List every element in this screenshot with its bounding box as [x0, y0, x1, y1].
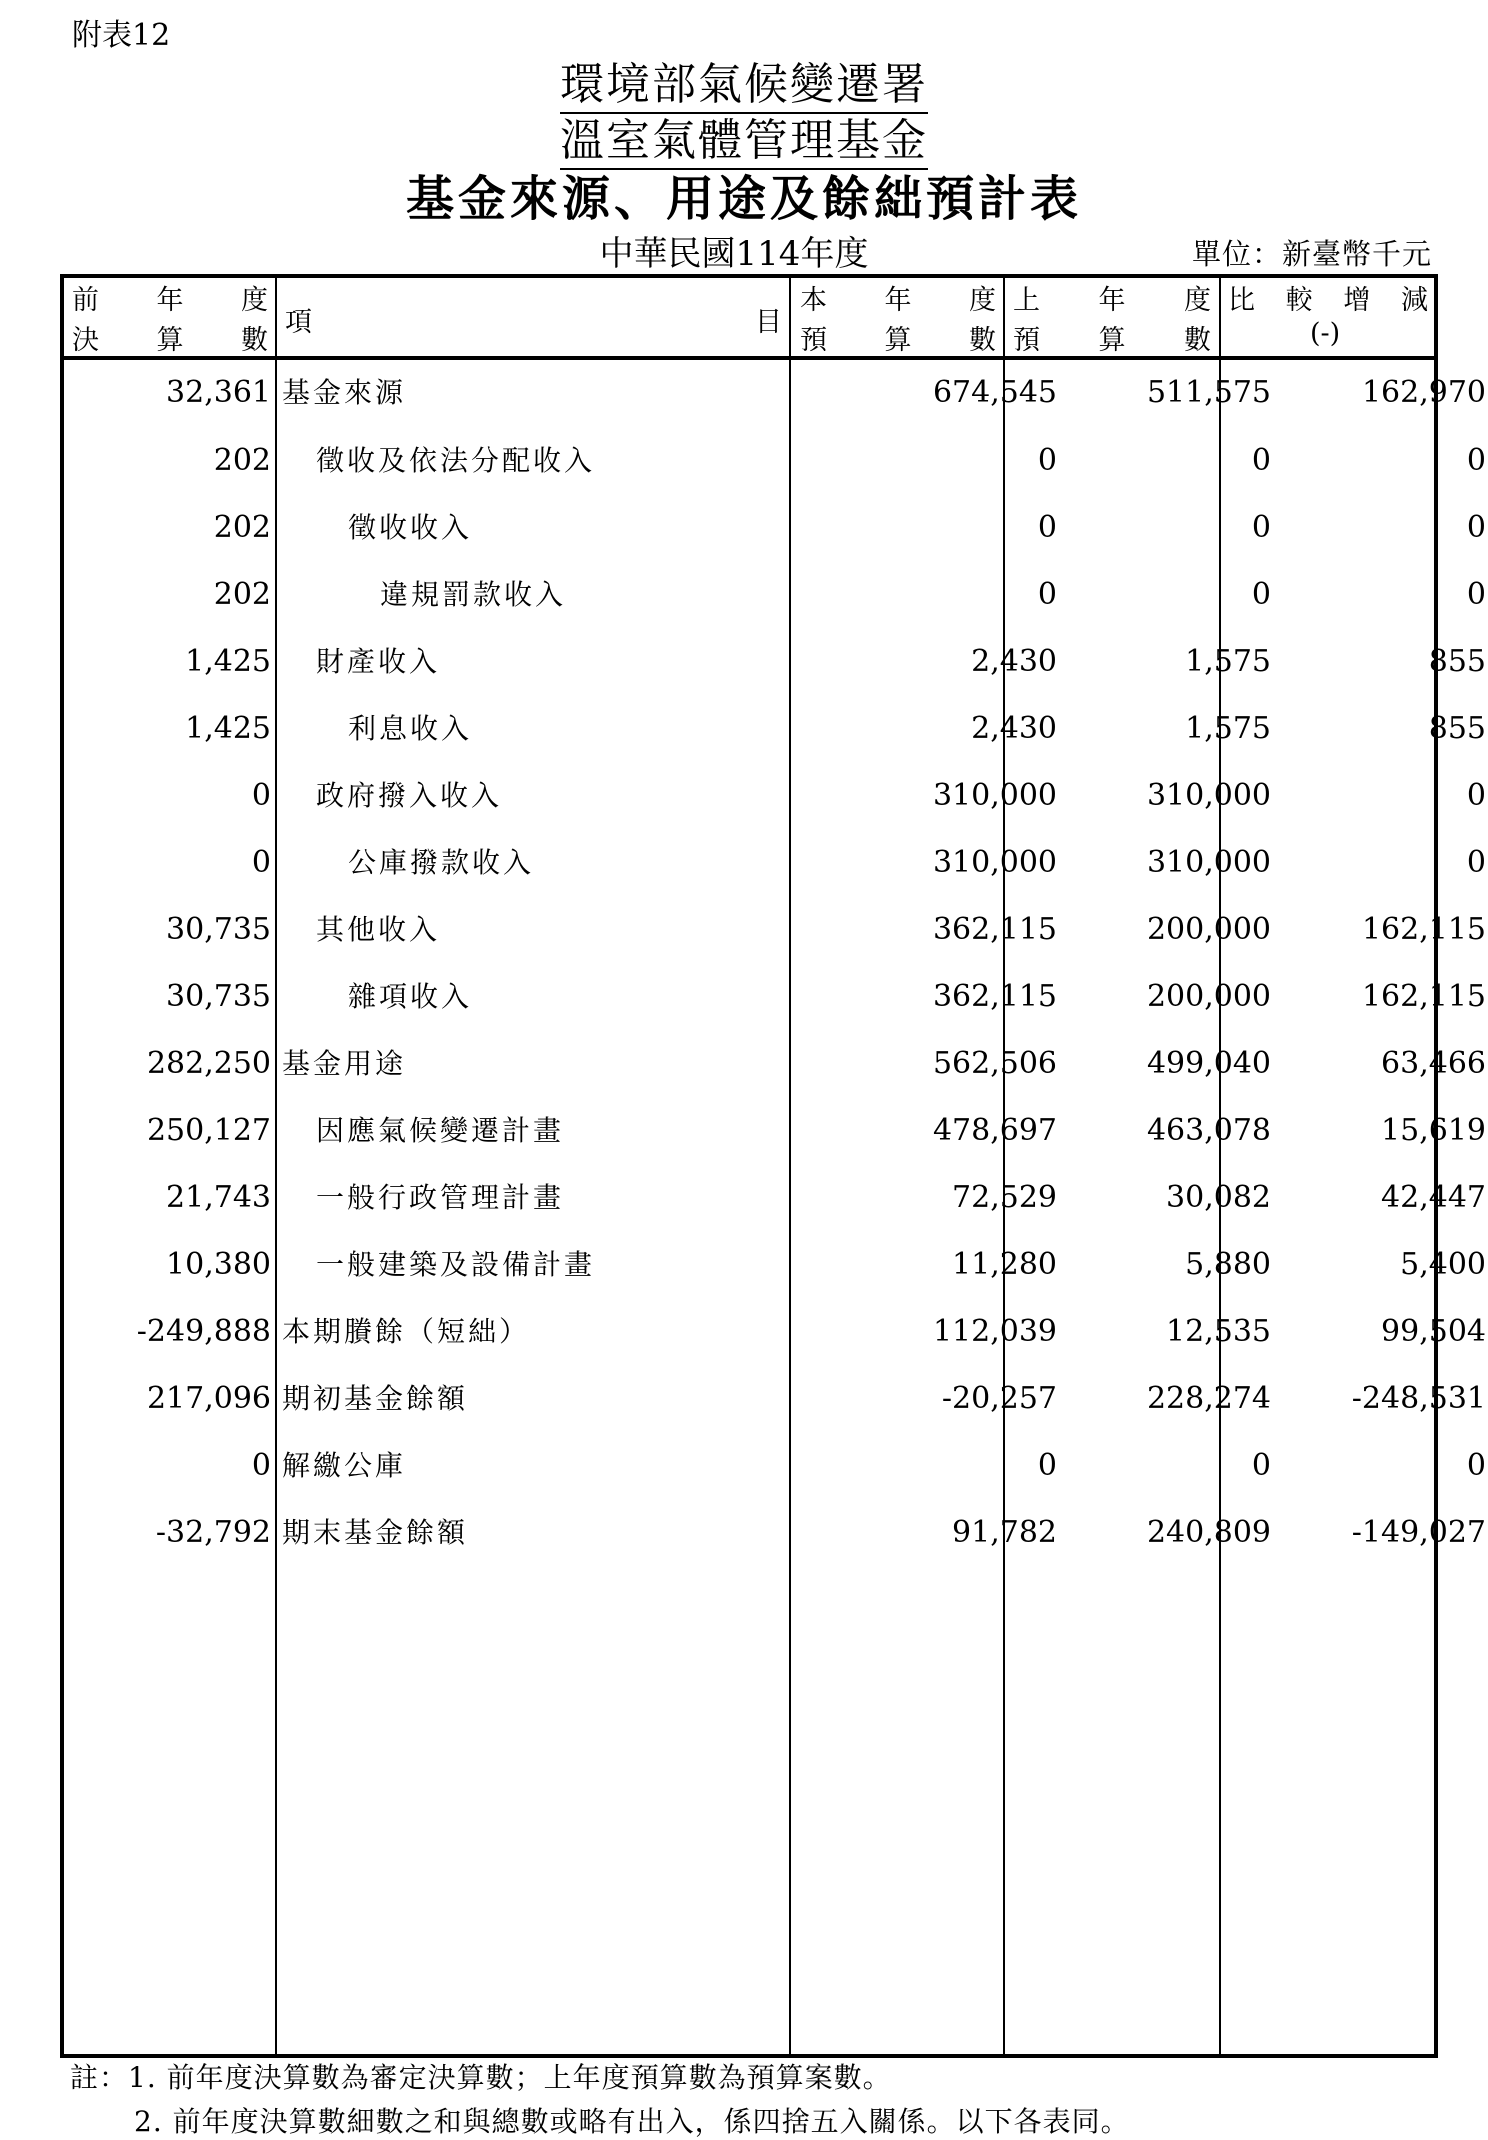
table-row	[60, 1106, 1486, 1156]
footnote: 2. 前年度決算數細數之和與總數或略有出入，係四捨五入關係。以下各表同。	[134, 2105, 1130, 2138]
item-cell: 解繳公庫	[282, 1449, 407, 1482]
header-char: 前	[72, 285, 99, 316]
org-title	[0, 48, 1488, 112]
prev-actual-cell: 1,425	[185, 644, 271, 679]
diff-cell: 855	[1428, 711, 1486, 746]
last-budget-cell: 240,809	[1146, 1515, 1271, 1550]
prev-actual-cell: 0	[251, 1448, 271, 1483]
fund-title	[0, 104, 1488, 168]
footnote: 註：1. 前年度決算數為審定決算數；上年度預算數為預算案數。	[70, 2061, 892, 2094]
fiscal-year: 中華民國114年度	[599, 234, 869, 274]
table-row	[60, 1307, 1486, 1357]
item-cell: 雜項收入	[348, 980, 473, 1013]
item-cell: 一般行政管理計畫	[316, 1181, 565, 1214]
header-char: 較	[1285, 285, 1313, 316]
header-char: 決	[72, 325, 99, 356]
diff-cell: 42,447	[1381, 1180, 1486, 1215]
item-cell: 違規罰款收入	[380, 578, 567, 611]
diff-cell: -149,027	[1351, 1515, 1486, 1550]
item-cell: 其他收入	[316, 913, 441, 946]
item-cell: 一般建築及設備計畫	[316, 1248, 596, 1281]
last-budget-cell: 511,575	[1146, 375, 1271, 410]
item-cell: 公庫撥款收入	[348, 846, 535, 879]
header-char: 數	[969, 325, 996, 356]
table-row	[60, 1173, 1486, 1223]
diff-cell: 15,619	[1381, 1113, 1486, 1148]
last-budget-cell: 228,274	[1146, 1381, 1271, 1416]
diff-cell: 855	[1428, 644, 1486, 679]
last-budget-cell: 499,040	[1146, 1046, 1271, 1081]
header-char: 度	[241, 285, 268, 316]
header-char: 年	[156, 285, 184, 316]
last-budget-cell: 310,000	[1146, 778, 1271, 813]
item-cell: 基金來源	[282, 376, 407, 409]
table-row	[60, 704, 1486, 754]
prev-actual-cell: 0	[251, 845, 271, 880]
table-row	[60, 503, 1486, 553]
header-char: 數	[1184, 325, 1211, 356]
item-cell: 利息收入	[348, 712, 473, 745]
table-row	[60, 570, 1486, 620]
prev-actual-cell: 30,735	[166, 912, 271, 947]
table-row	[60, 838, 1486, 888]
header-char: 年	[884, 285, 912, 316]
last-budget-cell: 310,000	[1146, 845, 1271, 880]
diff-cell: 0	[1466, 510, 1486, 545]
this-budget-cell: 2,430	[971, 644, 1057, 679]
prev-actual-cell: 250,127	[146, 1113, 271, 1148]
this-budget-cell: 0	[1037, 510, 1057, 545]
prev-actual-cell: 202	[213, 443, 271, 478]
table-row	[60, 972, 1486, 1022]
this-budget-cell: 2,430	[971, 711, 1057, 746]
item-cell: 本期賸餘（短絀）	[282, 1315, 531, 1348]
this-budget-cell: 674,545	[932, 375, 1057, 410]
table-row	[60, 436, 1486, 486]
diff-cell: 0	[1466, 443, 1486, 478]
header-char: 年	[1098, 285, 1126, 316]
table-row	[60, 637, 1486, 687]
last-budget-cell: 12,535	[1166, 1314, 1271, 1349]
last-budget-cell: 30,082	[1166, 1180, 1271, 1215]
header-char: 項	[285, 307, 312, 338]
this-budget-cell: 91,782	[952, 1515, 1057, 1550]
header-char: 算	[1098, 325, 1126, 356]
prev-actual-cell: 0	[251, 778, 271, 813]
header-char: 本	[800, 285, 827, 316]
prev-actual-cell: 202	[213, 510, 271, 545]
table-row	[60, 771, 1486, 821]
item-cell: 因應氣候變遷計畫	[316, 1114, 565, 1147]
prev-actual-cell: 30,735	[166, 979, 271, 1014]
diff-cell: 162,970	[1361, 375, 1486, 410]
this-budget-cell: 112,039	[932, 1314, 1057, 1349]
prev-actual-cell: 1,425	[185, 711, 271, 746]
item-cell: 期初基金餘額	[282, 1382, 469, 1415]
this-budget-cell: 362,115	[932, 912, 1057, 947]
item-cell: 徵收收入	[348, 511, 473, 544]
this-budget-cell: 72,529	[952, 1180, 1057, 1215]
last-budget-cell: 5,880	[1185, 1247, 1271, 1282]
statement-title: 基金來源、用途及餘絀預計表	[405, 171, 1082, 227]
this-budget-cell: 0	[1037, 1448, 1057, 1483]
item-cell: 財產收入	[316, 645, 441, 678]
item-cell: 徵收及依法分配收入	[316, 444, 596, 477]
this-budget-cell: 11,280	[952, 1247, 1057, 1282]
header-char: 目	[755, 307, 782, 338]
diff-cell: 0	[1466, 1448, 1486, 1483]
header-char: 上	[1013, 285, 1040, 316]
prev-actual-cell: 217,096	[146, 1381, 271, 1416]
header-char: 增	[1343, 285, 1371, 316]
item-cell: 政府撥入收入	[316, 779, 503, 812]
this-budget-cell: 362,115	[932, 979, 1057, 1014]
diff-cell: 0	[1466, 845, 1486, 880]
table-row	[60, 1441, 1486, 1491]
this-budget-cell: 0	[1037, 577, 1057, 612]
header-char: 度	[969, 285, 996, 316]
item-cell: 基金用途	[282, 1047, 407, 1080]
prev-actual-cell: 10,380	[166, 1247, 271, 1282]
header-char: 減	[1400, 285, 1428, 316]
table-row	[60, 1039, 1486, 1089]
prev-actual-cell: 32,361	[166, 375, 271, 410]
diff-cell: 162,115	[1361, 979, 1486, 1014]
last-budget-cell: 1,575	[1185, 644, 1271, 679]
table-row	[60, 1508, 1486, 1558]
last-budget-cell: 200,000	[1146, 912, 1271, 947]
header-char: (-)	[1310, 318, 1341, 349]
last-budget-cell: 0	[1251, 443, 1271, 478]
diff-cell: 162,115	[1361, 912, 1486, 947]
diff-cell: -248,531	[1351, 1381, 1486, 1416]
table-row	[60, 1240, 1486, 1290]
unit-label: 單位：新臺幣千元	[1191, 237, 1432, 271]
diff-cell: 99,504	[1381, 1314, 1486, 1349]
table-row	[60, 368, 1486, 418]
this-budget-cell: 478,697	[932, 1113, 1057, 1148]
this-budget-cell: -20,257	[941, 1381, 1057, 1416]
this-budget-cell: 310,000	[932, 778, 1057, 813]
diff-cell: 0	[1466, 778, 1486, 813]
prev-actual-cell: 202	[213, 577, 271, 612]
last-budget-cell: 0	[1251, 510, 1271, 545]
prev-actual-cell: -249,888	[136, 1314, 271, 1349]
last-budget-cell: 0	[1251, 1448, 1271, 1483]
header-char: 預	[800, 325, 827, 356]
this-budget-cell: 562,506	[932, 1046, 1057, 1081]
last-budget-cell: 200,000	[1146, 979, 1271, 1014]
prev-actual-cell: 21,743	[166, 1180, 271, 1215]
last-budget-cell: 463,078	[1146, 1113, 1271, 1148]
item-cell: 期末基金餘額	[282, 1516, 469, 1549]
diff-cell: 0	[1466, 577, 1486, 612]
header-char: 比	[1228, 285, 1255, 316]
prev-actual-cell: -32,792	[155, 1515, 271, 1550]
this-budget-cell: 0	[1037, 443, 1057, 478]
last-budget-cell: 1,575	[1185, 711, 1271, 746]
header-char: 算	[884, 325, 912, 356]
header-char: 數	[241, 325, 268, 356]
header-char: 算	[156, 325, 184, 356]
header-char: 度	[1184, 285, 1211, 316]
diff-cell: 5,400	[1400, 1247, 1486, 1282]
prev-actual-cell: 282,250	[146, 1046, 271, 1081]
appendix-ref: 附表12	[72, 18, 171, 53]
header-char: 預	[1013, 325, 1040, 356]
this-budget-cell: 310,000	[932, 845, 1057, 880]
diff-cell: 63,466	[1381, 1046, 1486, 1081]
fund-name: 溫室氣體管理基金	[560, 115, 928, 170]
org-name: 環境部氣候變遷署	[560, 59, 928, 114]
table-row	[60, 1374, 1486, 1424]
table-row	[60, 905, 1486, 955]
last-budget-cell: 0	[1251, 577, 1271, 612]
